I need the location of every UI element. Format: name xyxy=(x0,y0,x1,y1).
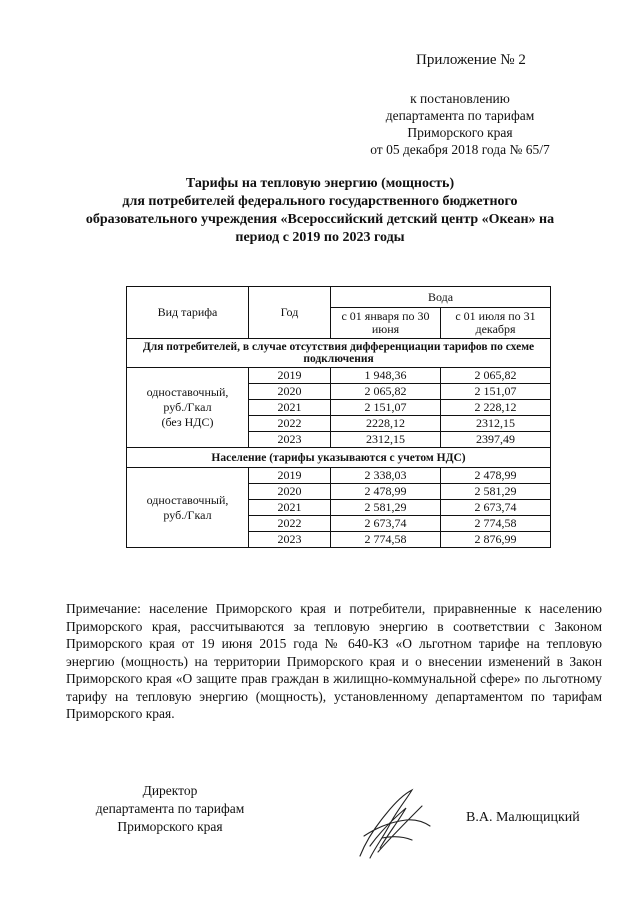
tariff-h1-cell: 2 581,29 xyxy=(331,500,441,516)
tariff-h1-cell: 2228,12 xyxy=(331,416,441,432)
position-line: Приморского края xyxy=(117,819,223,834)
tariff-h2-cell: 2 673,74 xyxy=(441,500,551,516)
year-cell: 2020 xyxy=(249,484,331,500)
title-line: для потребителей федерального государственного бюджетного xyxy=(122,194,518,209)
signatory-name: В.А. Малющицкий xyxy=(466,810,580,825)
tariff-h2-cell: 2 876,99 xyxy=(441,532,551,548)
document-title xyxy=(60,175,580,247)
tariff-h1-cell: 2 478,99 xyxy=(331,484,441,500)
tariff-kind-cell xyxy=(127,468,249,548)
title-line: Тарифы на тепловую энергию (мощность) xyxy=(185,176,455,191)
position-line: департамента по тарифам xyxy=(95,801,245,816)
tariff-h1-cell: 2 774,58 xyxy=(331,532,441,548)
resolution-line: от 05 декабря 2018 года № 65/7 xyxy=(370,142,550,157)
col-header-water: Вода xyxy=(331,287,551,308)
tariff-table xyxy=(126,286,551,548)
tariff-h2-cell: 2 774,58 xyxy=(441,516,551,532)
appendix-label: Приложение № 2 xyxy=(416,52,526,68)
col-header-period-2: с 01 июля по 31 декабря xyxy=(441,308,551,339)
year-cell: 2021 xyxy=(249,400,331,416)
position-line: Директор xyxy=(142,783,198,798)
tariff-h2-cell: 2 228,12 xyxy=(441,400,551,416)
kind-line: (без НДС) xyxy=(161,415,214,429)
tariff-h2-cell: 2397,49 xyxy=(441,432,551,448)
tariff-h1-cell: 2 673,74 xyxy=(331,516,441,532)
year-cell: 2019 xyxy=(249,468,331,484)
year-cell: 2020 xyxy=(249,384,331,400)
tariff-h1-cell: 2312,15 xyxy=(331,432,441,448)
note-paragraph: Примечание: население Приморского края и потребители, приравненные к населению Приморского края, рассчитываются за тепловую энергию в соответствии с Законом Приморского края от 19 июня 2015 года № 640-КЗ «О льготном тарифе на тепловую энергию (мощность) на территории Приморского края и о внесении изменений в Закон Приморского края «О защите прав граждан в жилищно-коммунальной сфере» по льготному тарифу на тепловую энергию (мощность), установленному департаментом по тарифам Приморского края. xyxy=(66,601,602,721)
handwritten-signature xyxy=(346,786,436,866)
tariff-h2-cell: 2 478,99 xyxy=(441,468,551,484)
resolution-line: к постановлению xyxy=(410,91,510,106)
year-cell: 2023 xyxy=(249,432,331,448)
title-line: период с 2019 по 2023 годы xyxy=(235,230,405,245)
table-row xyxy=(127,368,551,384)
section-heading: Население (тарифы указываются с учетом НДС) xyxy=(127,448,551,468)
resolution-reference xyxy=(330,90,590,158)
col-header-period-1: с 01 января по 30 июня xyxy=(331,308,441,339)
signatory-position xyxy=(80,782,260,836)
section-heading: Для потребителей, в случае отсутствия дифференциации тарифов по схеме подключения xyxy=(127,339,551,368)
resolution-line: Приморского края xyxy=(407,125,513,140)
title-line: образовательного учреждения «Всероссийский детский центр «Океан» на xyxy=(85,212,555,227)
col-header-kind: Вид тарифа xyxy=(127,287,249,339)
tariff-h1-cell: 2 338,03 xyxy=(331,468,441,484)
kind-line: руб./Гкал xyxy=(163,400,212,414)
tariff-h1-cell: 2 065,82 xyxy=(331,384,441,400)
kind-line: руб./Гкал xyxy=(163,507,212,522)
year-cell: 2022 xyxy=(249,516,331,532)
year-cell: 2022 xyxy=(249,416,331,432)
kind-line: одноставочный, xyxy=(146,492,229,507)
tariff-h2-cell: 2 065,82 xyxy=(441,368,551,384)
year-cell: 2023 xyxy=(249,532,331,548)
year-cell: 2021 xyxy=(249,500,331,516)
tariff-h2-cell: 2312,15 xyxy=(441,416,551,432)
tariff-h1-cell: 1 948,36 xyxy=(331,368,441,384)
tariff-kind-cell xyxy=(127,368,249,448)
tariff-h1-cell: 2 151,07 xyxy=(331,400,441,416)
tariff-h2-cell: 2 151,07 xyxy=(441,384,551,400)
kind-line: одноставочный, xyxy=(146,385,229,399)
tariff-h2-cell: 2 581,29 xyxy=(441,484,551,500)
resolution-line: департамента по тарифам xyxy=(385,108,535,123)
table-row xyxy=(127,468,551,484)
col-header-year: Год xyxy=(249,287,331,339)
year-cell: 2019 xyxy=(249,368,331,384)
